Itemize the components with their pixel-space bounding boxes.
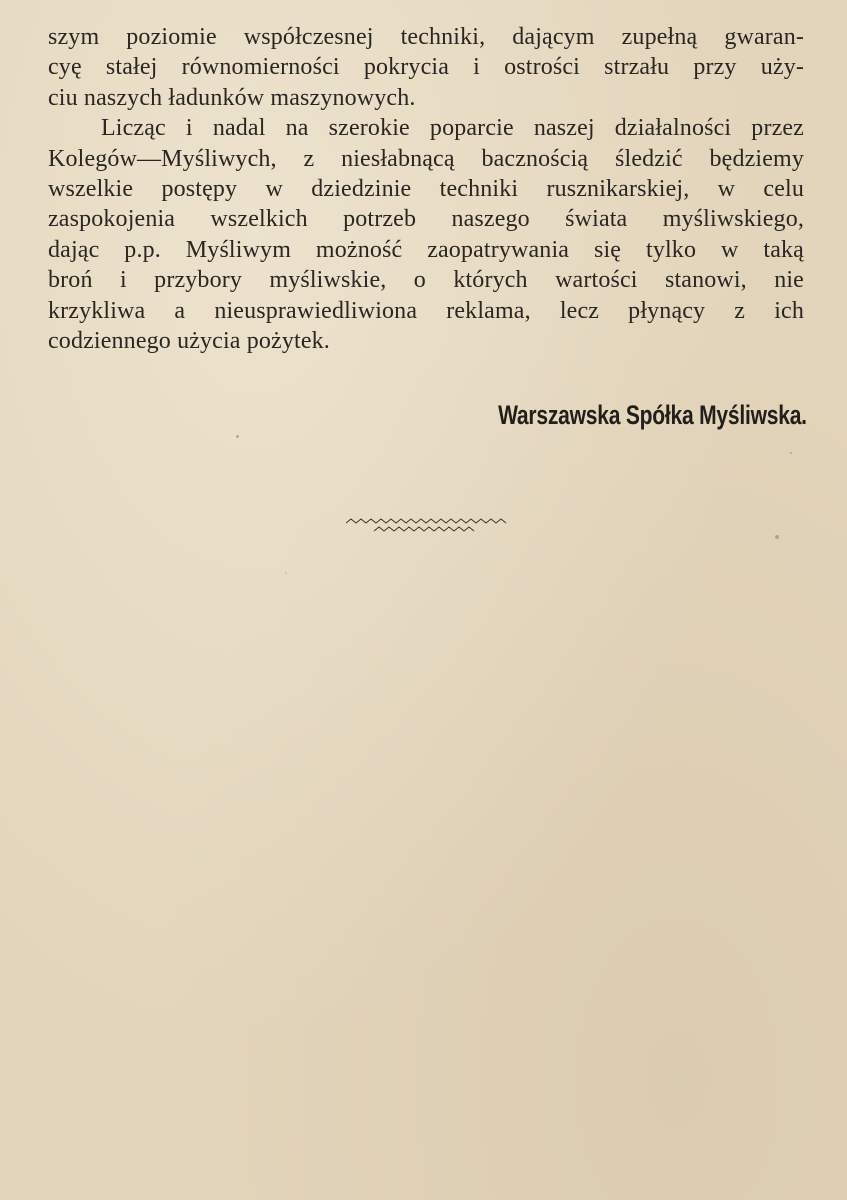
zigzag-ornament bbox=[346, 517, 510, 537]
text-line-6: wszelkie postępy w dziedzinie techniki rusznikarskiej, w celu bbox=[48, 175, 804, 202]
text-line-4: Licząc i nadal na szerokie poparcie naszej działalności przez bbox=[101, 115, 804, 142]
text-line-7: zaspokojenia wszelkich potrzeb naszego świata myśliwskiego, bbox=[48, 206, 804, 233]
text-line-5: Kolegów—Myśliwych, z niesłabnącą bacznością śledzić będziemy bbox=[48, 145, 804, 172]
text-line-8: dając p.p. Myśliwym możność zaopatrywania się tylko w taką bbox=[48, 236, 804, 263]
body-text bbox=[48, 22, 804, 356]
paper-speck bbox=[775, 535, 779, 539]
paper-speck bbox=[285, 572, 287, 574]
text-line-3: ciu naszych ładunków maszynowych. bbox=[48, 84, 416, 111]
text-line-1: szym poziomie współczesnej techniki, dającym zupełną gwaran- bbox=[48, 24, 804, 50]
zigzag-ornament-upper-line bbox=[346, 519, 506, 523]
text-line-11: codziennego użycia pożytek. bbox=[48, 327, 330, 354]
paper-speck bbox=[790, 452, 792, 454]
signature: Warszawska Spółka Myśliwska. bbox=[498, 400, 807, 430]
text-line-10: krzykliwa a nieusprawiedliwiona reklama, lecz płynący z ich bbox=[48, 297, 804, 324]
text-line-2: cyę stałej równomierności pokrycia i ostrości strzału przy uży- bbox=[48, 54, 804, 81]
text-line-9: broń i przybory myśliwskie, o których wartości stanowi, nie bbox=[48, 267, 804, 294]
paper-speck bbox=[236, 435, 239, 438]
zigzag-ornament-lower-line bbox=[374, 527, 474, 531]
